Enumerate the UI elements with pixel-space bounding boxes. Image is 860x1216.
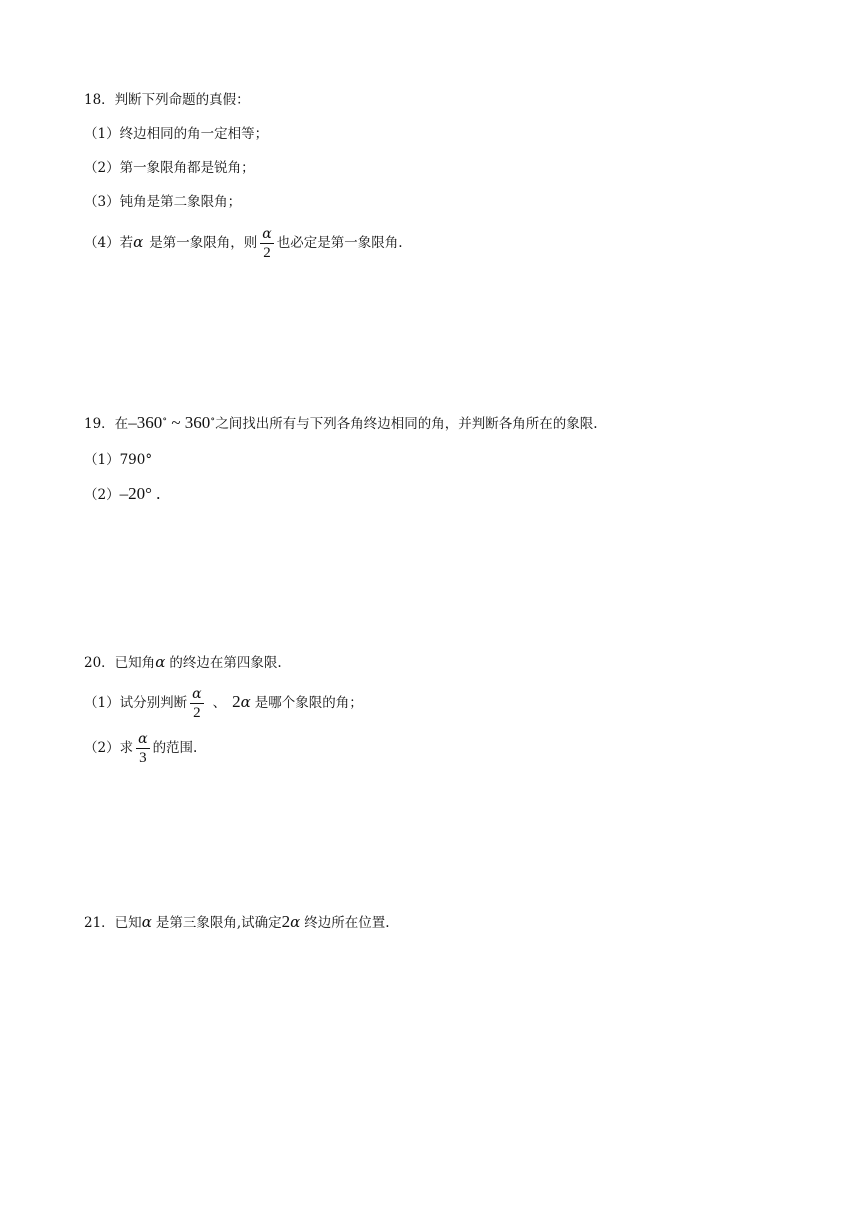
q21-stem-mid: 是第三象限角,试确定 xyxy=(155,915,282,931)
q20-item2-prefix: （2）求 xyxy=(84,740,134,756)
q19-item-2 xyxy=(84,484,160,504)
q20-item1-separator: 、 xyxy=(212,695,227,711)
q18-item4-suffix: 也必定是第一象限角. xyxy=(276,235,403,251)
q18-item-3: （3）钝角是第二象限角； xyxy=(84,194,242,210)
q21-stem-suffix: 终边所在位置. xyxy=(304,915,390,931)
alpha-symbol: α xyxy=(141,913,152,931)
q21-stem-prefix: 21．已知 xyxy=(84,915,142,931)
degree-symbol: ∘ xyxy=(162,414,168,425)
fraction-bar xyxy=(260,243,273,244)
fraction-denominator: 2 xyxy=(193,705,201,721)
q19-item1-label: （1） xyxy=(84,452,120,468)
q20-stem-suffix: 的终边在第四象限. xyxy=(169,655,282,671)
fraction-numerator: α xyxy=(192,686,202,702)
alpha-over-2-fraction xyxy=(260,226,273,261)
alpha-symbol: α xyxy=(240,693,251,711)
alpha-over-2-fraction xyxy=(190,686,203,721)
q21-stem xyxy=(84,912,390,932)
alpha-symbol: α xyxy=(290,913,301,931)
fraction-numerator: α xyxy=(262,226,272,242)
q18-stem: 18．判断下列命题的真假： xyxy=(84,92,250,108)
alpha-over-3-fraction xyxy=(136,731,149,766)
fraction-numerator: α xyxy=(138,731,148,747)
fraction-denominator: 2 xyxy=(263,245,271,261)
q19-stem xyxy=(84,410,598,430)
fraction-denominator: 3 xyxy=(139,750,147,766)
degree-symbol: ∘ xyxy=(210,414,216,425)
fraction-bar xyxy=(190,703,203,704)
q18-item-2: （2）第一象限角都是锐角； xyxy=(84,160,255,176)
q19-stem-prefix: 19．在 xyxy=(84,416,129,432)
q18-item-1: （1）终边相同的角一定相等； xyxy=(84,126,269,142)
two-coefficient: 2 xyxy=(281,912,291,931)
q19-item1-value: 790° xyxy=(119,452,153,468)
q18-item4-mid: 是第一象限角，则 xyxy=(149,235,258,251)
q19-item2-label: （2） xyxy=(84,487,120,503)
q19-range-end: ~ 360 xyxy=(167,413,211,432)
q20-item-1 xyxy=(84,682,363,722)
q20-item-2 xyxy=(84,728,197,768)
q20-item2-suffix: 的范围. xyxy=(152,740,198,756)
q18-item-4 xyxy=(84,222,403,262)
q18-item4-prefix: （4）若 xyxy=(84,235,134,251)
q19-item-1 xyxy=(84,450,152,470)
q20-item1-prefix: （1）试分别判断 xyxy=(84,695,188,711)
q20-item1-suffix: 是哪个象限的角； xyxy=(254,695,363,711)
two-coefficient: 2 xyxy=(232,692,241,711)
q19-item2-value: –20° . xyxy=(119,484,161,503)
fraction-bar xyxy=(136,748,149,749)
alpha-symbol: α xyxy=(133,233,144,251)
q19-range-start: –360 xyxy=(128,413,163,432)
q20-stem xyxy=(84,652,282,672)
q19-stem-suffix: 之间找出所有与下列各角终边相同的角，并判断各角所在的象限. xyxy=(215,416,598,432)
q20-stem-prefix: 20．已知角 xyxy=(84,655,156,671)
alpha-symbol: α xyxy=(155,653,166,671)
